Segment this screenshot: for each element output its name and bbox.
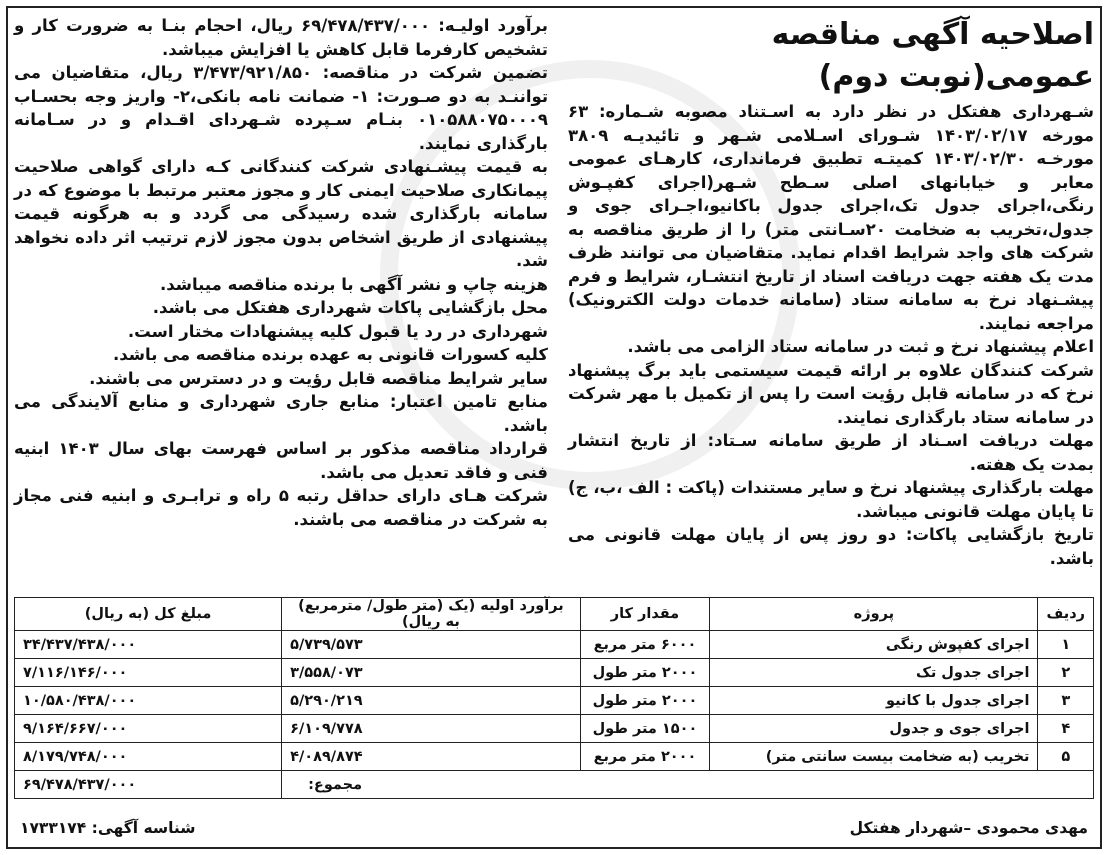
cell-idx: ۳: [1038, 687, 1094, 715]
notice-footer: [14, 814, 1094, 842]
cell-idx: ۲: [1038, 659, 1094, 687]
cell-qty: ۱۵۰۰ متر طول: [580, 715, 710, 743]
paragraph: شرکت کنندگان علاوه بر ارائه قیمت سیستمی باید برگ پیشنهاد نرخ که در سامانه قابل رؤیت است را پس از تکمیل با مهر شرکت در سامانه ستاد بارگذاری نمایند.: [568, 360, 1094, 427]
table-row: [15, 631, 1094, 659]
sum-total: ۶۹/۴۷۸/۴۳۷/۰۰۰: [15, 771, 282, 799]
cell-total: ۳۴/۴۳۷/۴۳۸/۰۰۰: [15, 631, 282, 659]
paragraph: سایر شرایط مناقصه قابل رؤیت و در دسترس می باشند.: [89, 368, 548, 388]
cell-total: ۹/۱۶۴/۶۶۷/۰۰۰: [15, 715, 282, 743]
cell-unit-price: ۵/۷۳۹/۵۷۳: [282, 631, 581, 659]
paragraph: هزینه چاپ و نشر آگهی با برنده مناقصه میباشد.: [159, 274, 548, 294]
projects-table: [14, 597, 1094, 799]
right-column: [558, 14, 1094, 588]
paragraph: محل بازگشایی پاکات شهرداری هفتکل می باشد.: [152, 298, 548, 317]
cell-qty: ۲۰۰۰ متر مربع: [580, 743, 710, 771]
cell-project: اجرای جدول با کانیو: [710, 687, 1038, 715]
signer: مهدی محمودی –شهردار هفتکل: [849, 819, 1088, 837]
table-header-row: [15, 598, 1094, 631]
cell-total: ۷/۱۱۶/۱۴۶/۰۰۰: [15, 659, 282, 687]
paragraph: برآورد اولیـه: ۶۹/۴۷۸/۴۳۷/۰۰۰ ریال، احجام بنـا به ضرورت کار و تشخیص کارفرما قابل کاهش یا افزایش میباشد.: [14, 16, 548, 59]
cell-total: ۱۰/۵۸۰/۴۳۸/۰۰۰: [15, 687, 282, 715]
cell-unit-price: ۶/۱۰۹/۷۷۸: [282, 715, 581, 743]
paragraph: مهلت بارگذاری پیشنهاد نرخ و سایر مستندات (پاکت : الف ،ب، ج) تا پایان مهلت قانونی میباشد.: [568, 478, 1094, 521]
table-row: [15, 715, 1094, 743]
cell-project: اجرای جدول تک: [710, 659, 1038, 687]
notice-title: اصلاحیه آگهی مناقصه عمومی(نوبت دوم): [771, 17, 1094, 94]
paragraph: شـهرداری هفتکل در نظر دارد به اسـتناد مصوبه شـماره: ۶۳ مورخه ۱۴۰۳/۰۲/۱۷ شـورای اسـلامی شـهر و تائیدیـه ۳۸۰۹ مورخـه ۱۴۰۳/۰۲/۳۰ کمیتـه تطبیق فرمانداری، کارهـای عمومی معابر و خیابانهای اصلی سـطح شـهر(اجرای کفپـوش رنگی،اجرای جدول تک،اجرای جدول باکانیو،اجـرای جوی و جدول،تخریب به ضخامت ۲۰سـانتی متر) را از طریق مناقصه به شرکت های واجد شرایط اقدام نماید. متقاضیان می توانند ظرف مدت یک هفته جهت دریافت اسناد از تاریخ انتشـار، شرایط و فرم پیشـنهاد نرخ به سامانه ستاد (سامانه خدمات دولت الکترونیک) مراجعه نمایند.: [568, 102, 1095, 333]
cell-idx: ۴: [1038, 715, 1094, 743]
paragraph: به قیمت پیشـنهادی شرکت کنندگانی کـه دارای گواهی صلاحیت پیمانکاری صلاحیت ایمنی کار و مجوز معتبر مرتبط با موضوع که در سامانه بارگذاری شده رسیدگی می گردد و به هرگونه قیمت پیشنهادی از طریق اشخاص بدون مجوز لازم ترتیب اثر داده نخواهد شد.: [14, 157, 548, 270]
cell-unit-price: ۵/۲۹۰/۲۱۹: [282, 687, 581, 715]
paragraph: اعلام پیشنهاد نرخ و ثبت در سامانه ستاد الزامی می باشد.: [627, 337, 1094, 356]
header-unit-price: برآورد اولیه (یک (متر طول/ مترمربع) به ریال): [282, 598, 581, 631]
sum-label: مجموع:: [282, 771, 1094, 799]
header-total: مبلغ کل (به ریال): [15, 598, 282, 631]
header-project: پروژه: [710, 598, 1038, 631]
cell-qty: ۲۰۰۰ متر طول: [580, 687, 710, 715]
cell-project: تخریب (به ضخامت بیست سانتی متر): [710, 743, 1038, 771]
paragraph: شرکت هـای دارای حداقل رتبه ۵ راه و ترابـری و ابنیه فنی مجاز به شرکت در مناقصه می باشند.: [14, 486, 548, 529]
cell-idx: ۱: [1038, 631, 1094, 659]
paragraph: تاریخ بازگشایی پاکات: دو روز پس از پایان مهلت قانونی می باشد.: [568, 525, 1094, 568]
paragraph: مهلت دریافت اسـناد از طریق سامانه سـتاد: از تاریخ انتشار بمدت یک هفته.: [568, 431, 1094, 474]
cell-qty: ۲۰۰۰ متر طول: [580, 659, 710, 687]
header-idx: ردیف: [1038, 598, 1094, 631]
cell-total: ۸/۱۷۹/۷۴۸/۰۰۰: [15, 743, 282, 771]
notice-body: [14, 14, 1094, 588]
cell-project: اجرای جوی و جدول: [710, 715, 1038, 743]
cell-idx: ۵: [1038, 743, 1094, 771]
table-row: [15, 743, 1094, 771]
paragraph: منابع تامین اعتبار: منابع جاری شهرداری و منابع آلایندگی می باشد.: [14, 392, 548, 435]
paragraph: تضمین شرکت در مناقصه: ۳/۴۷۳/۹۲۱/۸۵۰ ریال، متقاضیان می تواننـد به دو صـورت: ۱- ضمانت نامه بانکی،۲- واریز وجه بحسـاب ۰۱۰۵۸۸۰۷۵۰۰۰۹ بنـام سـپرده شـهردای اقـدام و در سـامانه بارگذاری نمایند.: [14, 63, 549, 153]
table-row: [15, 687, 1094, 715]
cell-unit-price: ۴/۰۸۹/۸۷۴: [282, 743, 581, 771]
cell-qty: ۶۰۰۰ متر مربع: [580, 631, 710, 659]
cell-unit-price: ۳/۵۵۸/۰۷۳: [282, 659, 581, 687]
paragraph: کلیه کسورات قانونی به عهده برنده مناقصه می باشد.: [112, 345, 548, 364]
cell-project: اجرای کفپوش رنگی: [710, 631, 1038, 659]
left-column: [14, 14, 548, 588]
paragraph: قرارداد مناقصه مذکور بر اساس فهرست بهای سال ۱۴۰۳ ابنیه فنی و فاقد تعدیل می باشد.: [14, 439, 548, 482]
table-sum-row: [15, 771, 1094, 799]
table-row: [15, 659, 1094, 687]
ad-id: شناسه آگهی: ۱۷۳۳۱۷۴: [20, 819, 196, 837]
header-qty: مقدار کار: [580, 598, 710, 631]
paragraph: شهرداری در رد یا قبول کلیه پیشنهادات مختار است.: [127, 321, 548, 341]
